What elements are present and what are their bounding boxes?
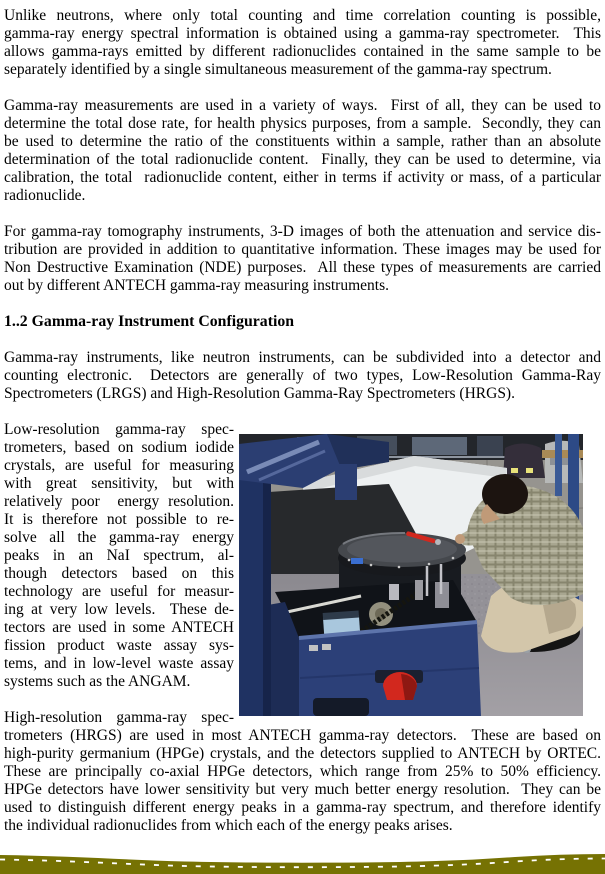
technician-hand — [455, 534, 465, 544]
section-heading: 1..2 Gamma-ray Instrument Configuration — [4, 313, 295, 330]
page-bottom-border-graphic — [0, 852, 605, 874]
paragraph-tomography: For gamma-ray tomography instruments, 3-D images of both the attenuation and service dis- tribution are provided in addition to quantitative information. These images may be used for Non Destructive Examination (NDE) purposes. All these types of measurements are carried out by different ANTECH gamma-ray measuring instruments. — [4, 223, 601, 294]
instrument-photo-graphic — [239, 434, 583, 716]
paragraph-intro: Unlike neutrons, where only total counting and time correlation counting is possible, gamma-ray energy spectral information is obtained using a gamma-ray spectrometer. This allows gamma-rays emitted by different radionuclides contained in the same sample to be separately identified by a single simultaneous measurement of the gamma-ray spectrum. — [4, 7, 601, 78]
instrument-photo — [239, 434, 583, 716]
wrapped-content — [4, 421, 601, 853]
paragraph-high-resolution: High-resolution gamma-ray spec- trometers (HRGS) are used in most ANTECH gamma-ray detectors. These are based on high-purity germanium (HPGe) crystals, and the detectors supplied to ANTECH by ORTEC. These are principally co-axial HPGe detectors, which range from 25% to 50% efficiency. HPGe detectors have lower sensitivity but very much better energy resolution. They can be used to distinguish different energy peaks in a gamma-ray spectrum, and therefore identify the individual radionuclides from which each of the energy peaks arises. — [4, 709, 601, 834]
paragraph-instrument-types: Gamma-ray instruments, like neutron instruments, can be subdivided into a detector and counting electronic. Detectors are generally of two types, Low-Resolution Gamma-Ray Spectrometers (LRGS) and High-Resolution Gamma-Ray Spectrometers (HRGS). — [4, 349, 601, 402]
paragraph-measurement-uses: Gamma-ray measurements are used in a variety of ways. First of all, they can be used to determine the total dose rate, for health physics purposes, from a sample. Secondly, they can be used to determine the ratio of the constituents within a sample, rather than an absolute determination of the total radionuclide content. Finally, they can be used to determine, via calibration, the total radionuclide content, either in terms if activity or mass, of a particular radionuclide. — [4, 97, 601, 204]
paragraph-low-resolution: Low-resolution gamma-ray spec- trometers, based on sodium iodide crystals, are useful for measuring with great sensitivity, but with relatively poor energy resolution. It is therefore not possible to re- solve all the gamma-ray energy peaks in an NaI spectrum, al- though detectors based on this technology are useful for measur- ing at very low levels. These de- tectors are used in some ANTECH fission product waste assay sys- tems, and in low-level waste assay systems such as the ANGAM. — [4, 421, 234, 690]
blue-clip — [351, 558, 363, 564]
front-notch — [313, 698, 369, 716]
